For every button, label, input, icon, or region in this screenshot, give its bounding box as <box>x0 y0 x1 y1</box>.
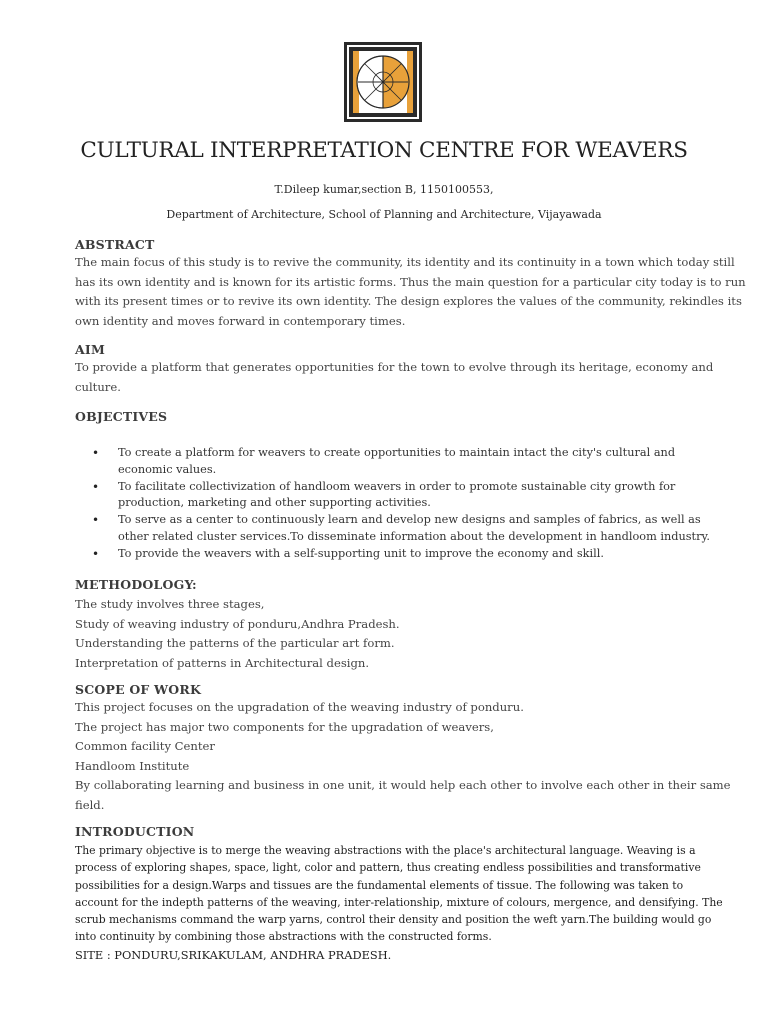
text-line: possibilities for a design.Warps and tissues are the fundamental elements of tissue. The following was taken to <box>75 878 684 892</box>
objectives-heading: OBJECTIVES <box>75 409 168 424</box>
text-line: Interpretation of patterns in Architectural design. <box>75 655 370 670</box>
text-line: The primary objective is to merge the weaving abstractions with the place's architectural language. Weaving is a <box>75 844 696 857</box>
text-line: culture. <box>75 379 121 394</box>
institution-logo <box>344 42 422 122</box>
objectives-list <box>90 445 710 563</box>
text-line: To facilitate collectivization of handloom weavers in order to promote sustainable city growth for <box>118 479 676 493</box>
text-line: The study involves three stages, <box>75 597 265 611</box>
list-item <box>90 445 710 479</box>
text-line: field. <box>75 797 105 812</box>
aim-heading: AIM <box>75 342 105 357</box>
list-item <box>90 512 710 546</box>
text-line: account for the indepth patterns of the weaving, inter-relationship, mixture of colours, mergence, and densifying. The <box>75 895 723 909</box>
introduction-heading: INTRODUCTION <box>75 824 195 839</box>
text-line: Handloom Institute <box>75 758 190 773</box>
text-line: scrub mechanisms command the warp yarns, control their density and position the weft yarn.The building would go <box>75 913 712 927</box>
bullet-icon: • <box>92 513 100 528</box>
text-line: By collaborating learning and business in one unit, it would help each other to involve each other in their same <box>75 778 731 792</box>
methodology-text <box>75 595 700 673</box>
text-line: To provide the weavers with a self-supporting unit to improve the economy and skill. <box>118 546 604 560</box>
methodology-heading: METHODOLOGY: <box>75 577 197 592</box>
bullet-icon: • <box>92 546 100 561</box>
abstract-heading: ABSTRACT <box>75 237 155 252</box>
department-line: Department of Architecture, School of Planning and Architecture, Vijayawada <box>166 208 602 221</box>
introduction-text <box>75 842 723 946</box>
paper-title: CULTURAL INTERPRETATION CENTRE FOR WEAVERS <box>80 138 688 163</box>
abstract-text <box>75 253 746 331</box>
text-line: The main focus of this study is to revive the community, its identity and its continuity in a town which today still <box>75 255 735 269</box>
bullet-icon: • <box>92 446 100 460</box>
text-line: Common facility Center <box>75 739 215 753</box>
scope-heading: SCOPE OF WORK <box>75 682 202 697</box>
text-line: into continuity by combining those abstractions with the constructed forms. <box>75 930 492 944</box>
aim-text <box>75 358 714 397</box>
logo-seal-icon <box>344 42 422 122</box>
scope-text <box>75 698 731 815</box>
text-line: with its present times or to revive its own identity. The design explores the values of the community, rekindles its <box>75 294 742 308</box>
list-item <box>90 479 710 513</box>
text-line: Study of weaving industry of ponduru,Andhra Pradesh. <box>75 616 400 631</box>
author-line: T.Dileep kumar,section B, 1150100553, <box>274 183 494 196</box>
text-line: This project focuses on the upgradation of the weaving industry of ponduru. <box>75 700 524 714</box>
text-line: other related cluster services.To disseminate information about the development in handloom industry. <box>118 529 710 543</box>
text-line: To create a platform for weavers to create opportunities to maintain intact the city's cultural and <box>118 446 676 459</box>
text-line: own identity and moves forward in contemporary times. <box>75 313 406 328</box>
text-line: process of exploring shapes, space, light, color and pattern, thus creating endless possibilities and transformative <box>75 861 701 875</box>
list-item <box>90 546 710 563</box>
text-line: To provide a platform that generates opportunities for the town to evolve through its heritage, economy and <box>75 360 714 374</box>
text-line: Understanding the patterns of the particular art form. <box>75 636 395 650</box>
text-line: To serve as a center to continuously learn and develop new designs and samples of fabrics, as well as <box>118 513 701 527</box>
text-line: economic values. <box>118 462 217 476</box>
site-line: SITE : PONDURU,SRIKAKULAM, ANDHRA PRADESH. <box>75 948 392 962</box>
bullet-icon: • <box>92 479 100 494</box>
text-line: has its own identity and is known for its artistic forms. Thus the main question for a particular city today is to run <box>75 274 746 289</box>
text-line: The project has major two components for the upgradation of weavers, <box>75 719 494 734</box>
text-line: production, marketing and other supporting activities. <box>118 496 431 510</box>
